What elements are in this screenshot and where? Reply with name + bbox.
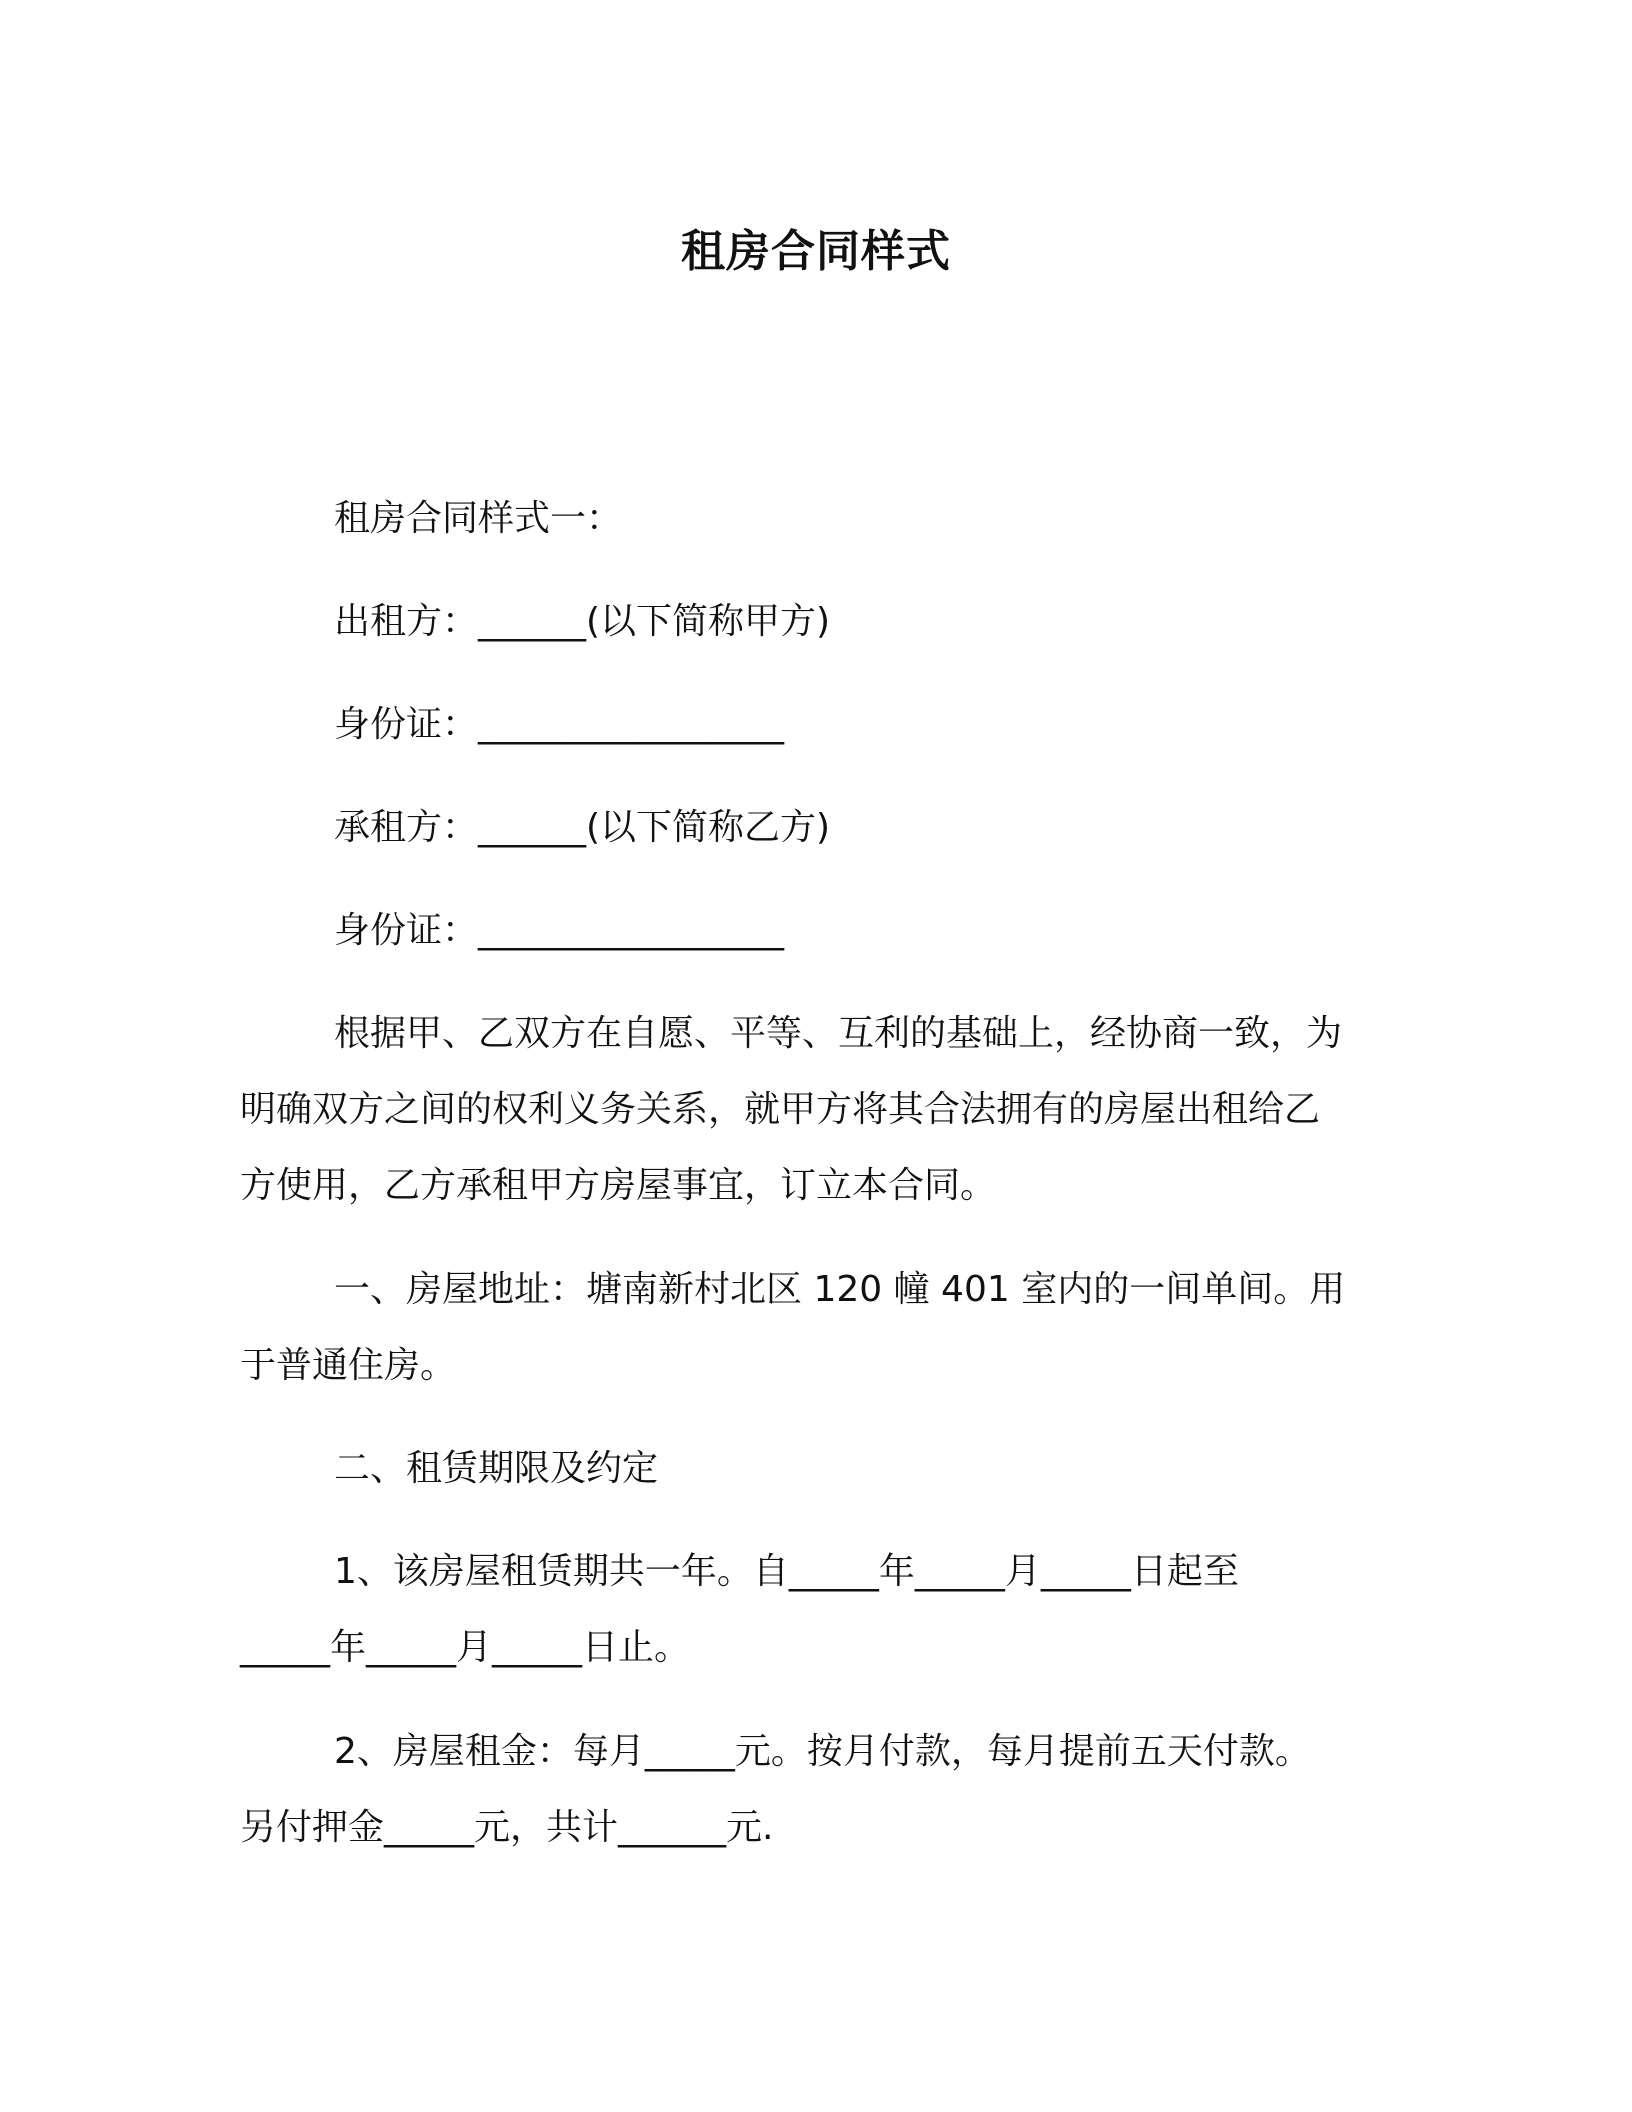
contract-subtitle: 租房合同样式一： bbox=[334, 498, 623, 539]
clause-2-2-line-2: 另付押金_____元，共计______元. bbox=[240, 1807, 774, 1848]
preamble-line-3: 方使用，乙方承租甲方房屋事宜，订立本合同。 bbox=[240, 1165, 997, 1206]
lessor-id-line: 身份证：_________________ bbox=[334, 704, 785, 745]
clause-1-line-2: 于普通住房。 bbox=[240, 1345, 457, 1386]
lessee-id-line: 身份证：_________________ bbox=[334, 910, 785, 951]
clause-2-1-line-1: 1、该房屋租赁期共一年。自_____年_____月_____日起至 bbox=[334, 1551, 1239, 1592]
clause-2-heading: 二、租赁期限及约定 bbox=[334, 1448, 659, 1489]
clause-1-line-1: 一、房屋地址：塘南新村北区 120 幢 401 室内的一间单间。用 bbox=[334, 1269, 1346, 1310]
preamble-line-2: 明确双方之间的权利义务关系，就甲方将其合法拥有的房屋出租给乙 bbox=[240, 1089, 1321, 1130]
preamble-line-1: 根据甲、乙双方在自愿、平等、互利的基础上，经协商一致，为 bbox=[334, 1013, 1343, 1054]
clause-2-1-line-2: _____年_____月_____日止。 bbox=[240, 1627, 691, 1668]
lessor-line: 出租方：______(以下简称甲方) bbox=[334, 601, 831, 642]
document-title: 租房合同样式 bbox=[681, 226, 951, 277]
lessee-line: 承租方：______(以下简称乙方) bbox=[334, 807, 831, 848]
clause-2-2-line-1: 2、房屋租金：每月_____元。按月付款，每月提前五天付款。 bbox=[334, 1731, 1311, 1772]
